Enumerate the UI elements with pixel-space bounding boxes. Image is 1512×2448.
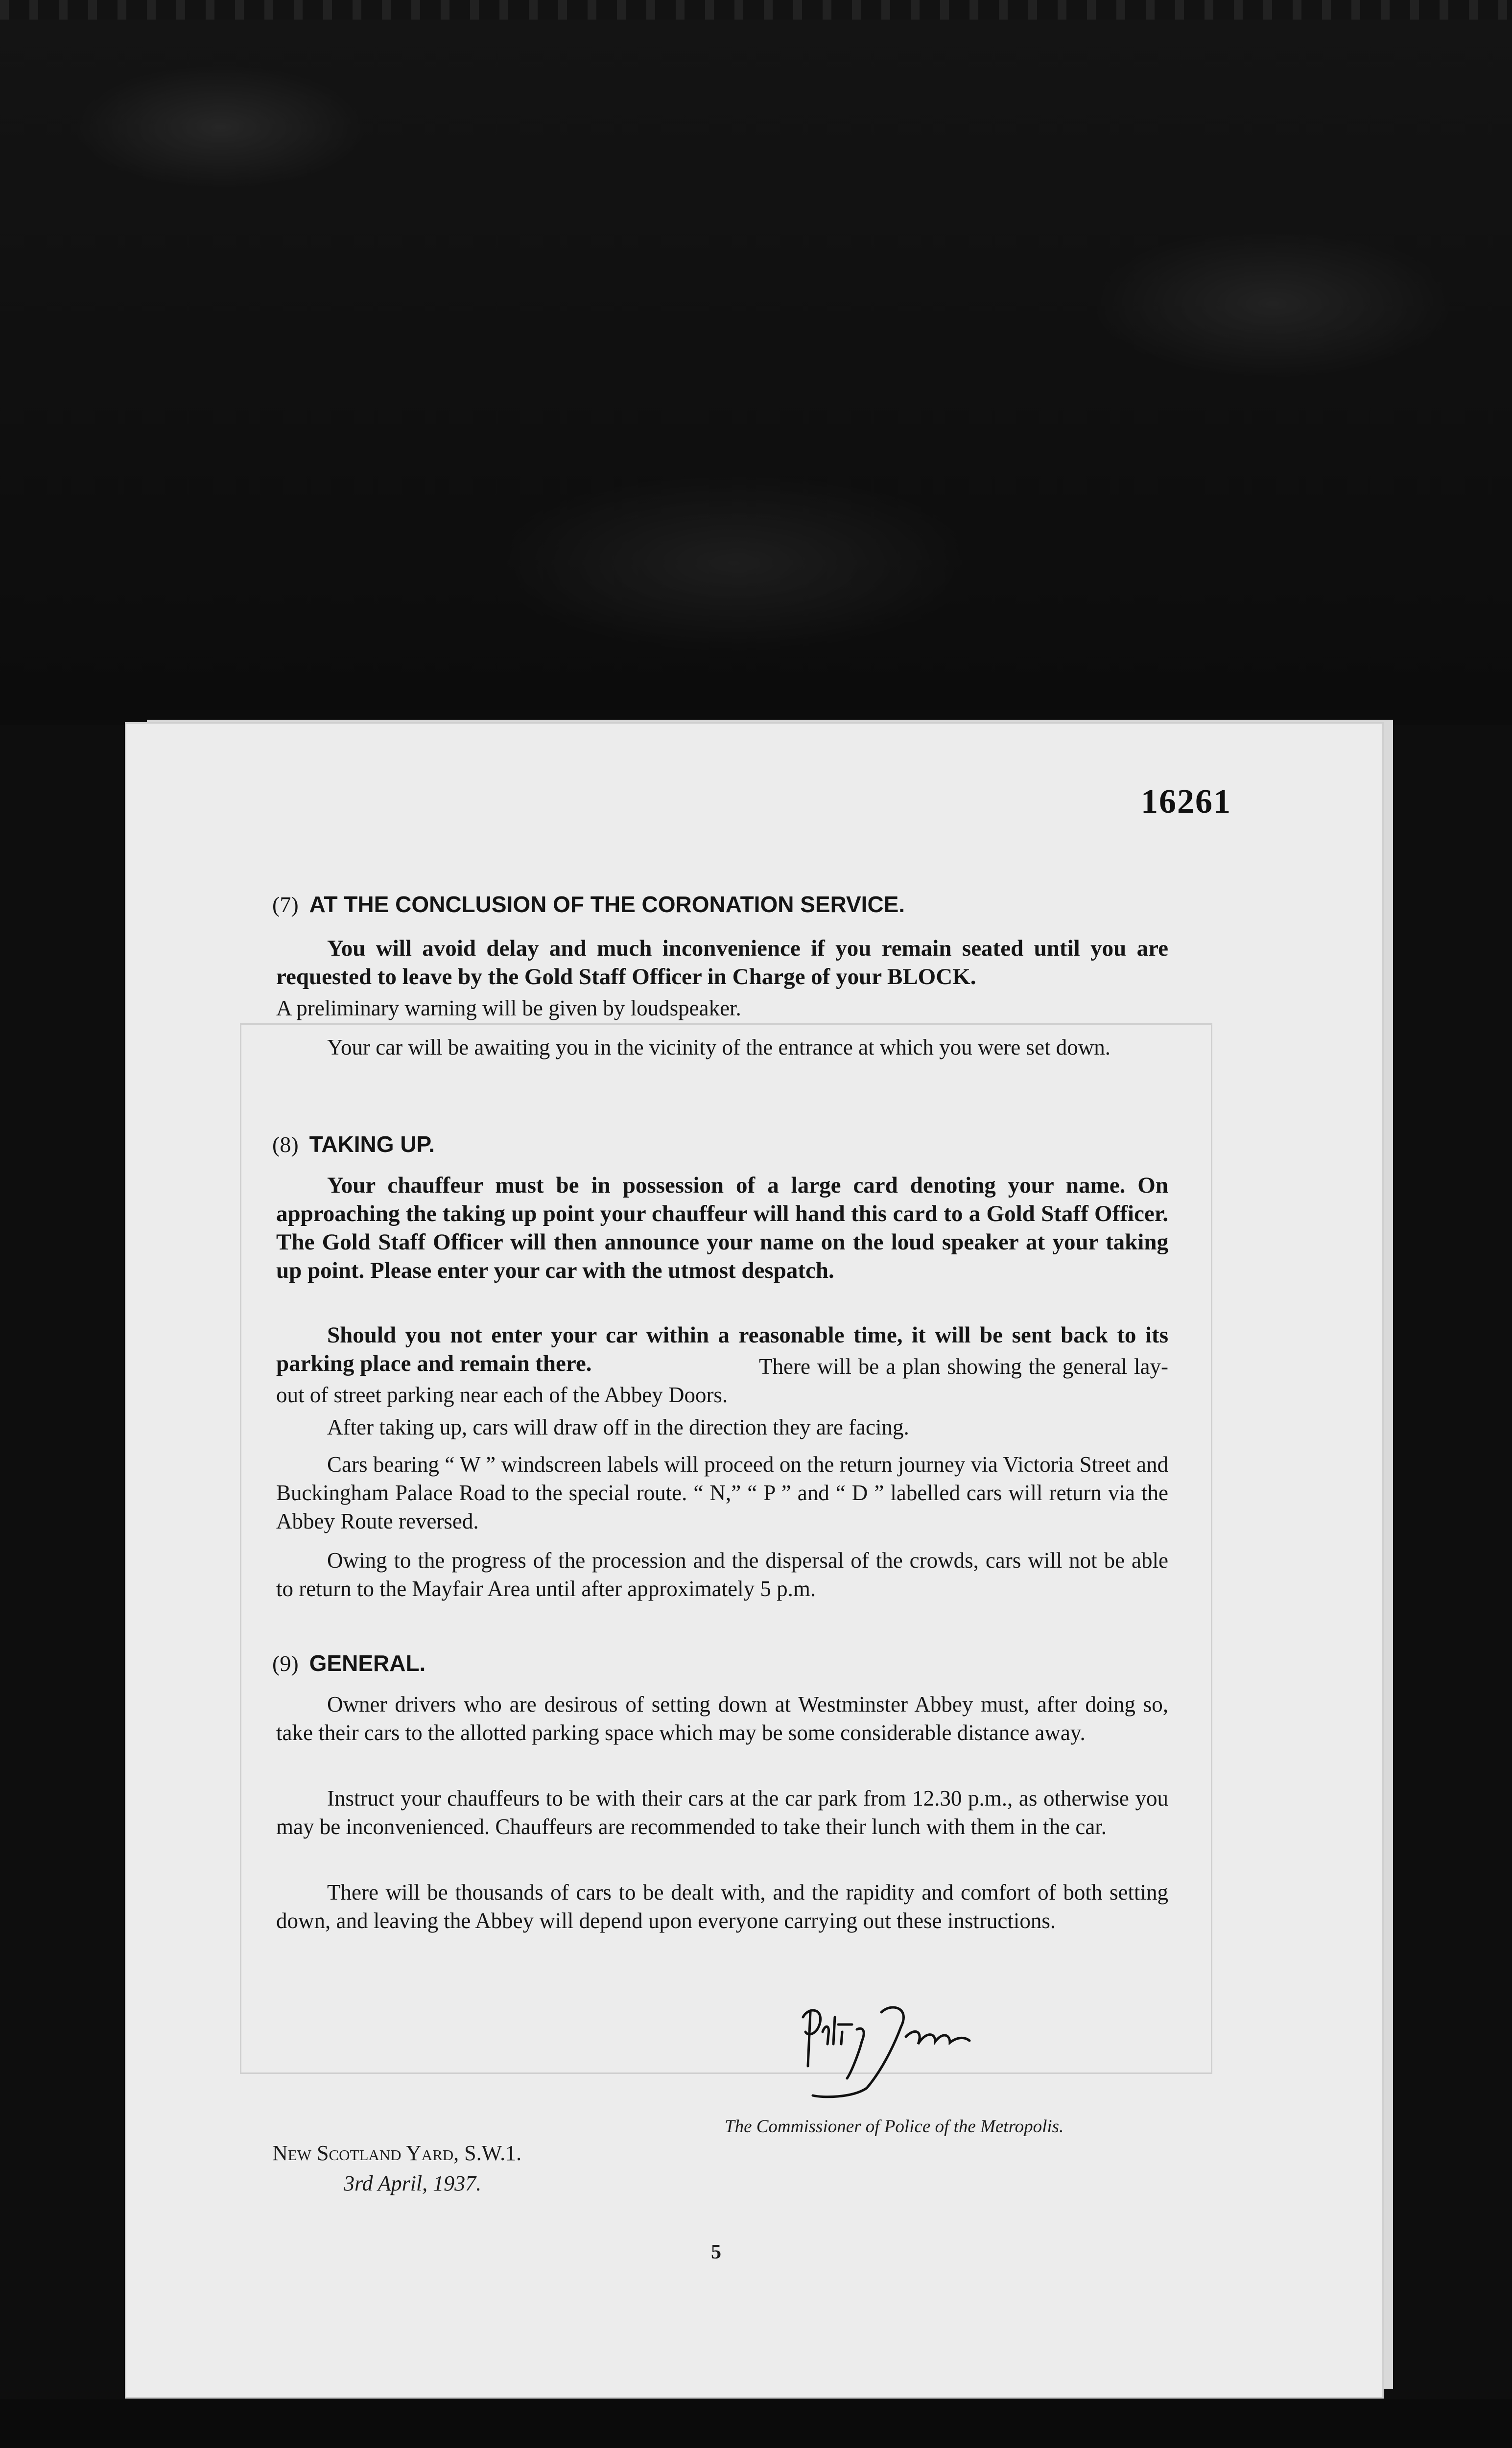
section-7-bold-paragraph: You will avoid delay and much inconvenience if you remain seated until you are requested to leave by the Gold Staff Officer in Charge of your BLOCK. xyxy=(276,936,1168,989)
section-9-paragraph-1: Owner drivers who are desirous of setting down at Westminster Abbey must, after doing so, take their cars to the allotted parking space which may be some considerable distance away. xyxy=(276,1692,1168,1745)
section-9-heading xyxy=(272,1650,425,1676)
date: 3rd April, 1937. xyxy=(344,2171,482,2195)
section-9-paragraph-3: There will be thousands of cars to be dealt with, and the rapidity and comfort of both setting down, and leaving the Abbey will depend upon everyone carrying out these instructions. xyxy=(276,1880,1168,1933)
section-7-paragraph: Your car will be awaiting you in the vicinity of the entrance at which you were set down. xyxy=(327,1035,1111,1059)
section-8-paragraph-2: Cars bearing “ W ” windscreen labels will proceed on the return journey via Victoria Street and Buckingham Palace Road to the special route. “ N,” “ P ” and “ D ” labelled cars will return via the Abbey Route reversed. xyxy=(276,1452,1168,1533)
document-number: 16261 xyxy=(1141,783,1231,821)
section-7-warning: A preliminary warning will be given by loudspeaker. xyxy=(276,996,741,1020)
film-gap xyxy=(0,2399,1512,2448)
film-edge xyxy=(0,0,1512,20)
section-8-bold-paragraph: Your chauffeur must be in possession of a large card denoting your name. On approaching the taking up point your chauffeur will hand this card to a Gold Staff Officer. The Gold Staff Officer will then announce your name on the loud speaker at your taking up point. Please enter your car with the utmost despatch. xyxy=(276,1173,1168,1283)
section-7-heading xyxy=(272,891,905,918)
section-9-paragraph-2: Instruct your chauffeurs to be with their cars at the car park from 12.30 p.m., as otherwise you may be inconvenienced. Chauffeurs are recommended to take their lunch with them in the car. xyxy=(276,1786,1168,1839)
handwritten-signature xyxy=(793,1998,1048,2105)
microfilm-background xyxy=(0,0,1512,725)
section-8-heading xyxy=(272,1131,435,1157)
commissioner-title: The Commissioner of Police of the Metropolis. xyxy=(725,2117,1064,2137)
section-7-number: (7) xyxy=(272,892,299,917)
section-9-title: GENERAL. xyxy=(309,1650,426,1676)
address: New Scotland Yard, S.W.1. xyxy=(272,2141,522,2165)
section-8-number: (8) xyxy=(272,1132,299,1157)
section-7-title: AT THE CONCLUSION OF THE CORONATION SERVICE. xyxy=(309,892,905,917)
section-8-paragraph-1: After taking up, cars will draw off in the direction they are facing. xyxy=(327,1415,909,1439)
section-8-bold-paragraph-2: Should you not enter your car within a reasonable time, it will be sent back to its parking place and remain there. xyxy=(276,1322,1168,1376)
section-8-paragraph-3: Owing to the progress of the procession and the dispersal of the crowds, cars will not be able to return to the Mayfair Area until after approximately 5 p.m. xyxy=(276,1548,1168,1601)
section-8-plan-note: There will be a plan showing the general lay-out of street parking near each of the Abbey Doors. xyxy=(276,1354,1168,1407)
section-8-title: TAKING UP. xyxy=(309,1131,435,1157)
section-9-number: (9) xyxy=(272,1651,299,1676)
page-number: 5 xyxy=(711,2241,721,2263)
